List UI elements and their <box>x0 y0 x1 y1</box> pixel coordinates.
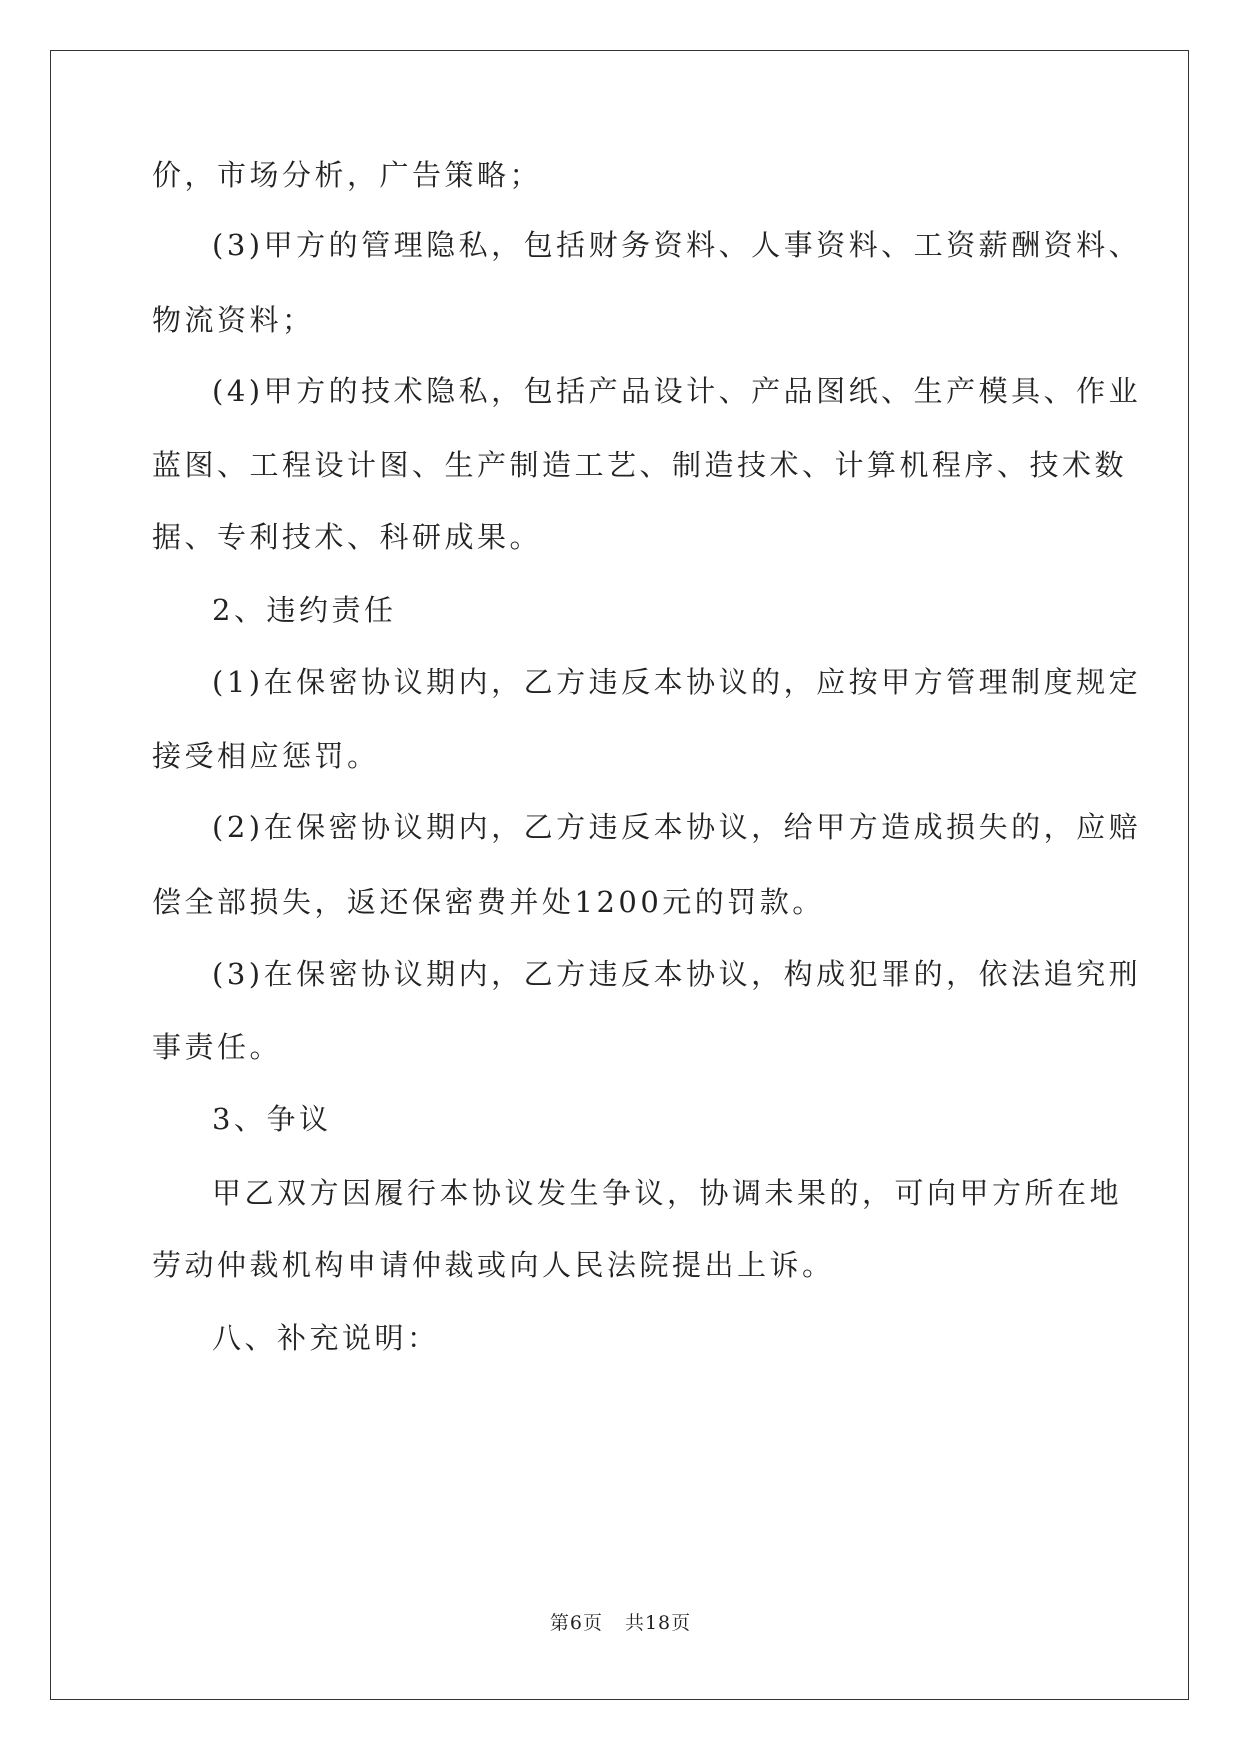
text-line: 偿全部损失，返还保密费并处1200元的罚款。 <box>152 885 825 919</box>
text-line: (1)在保密协议期内，乙方违反本协议的，应按甲方管理制度规定 <box>212 665 1142 699</box>
section-heading: 八、补充说明： <box>212 1321 440 1355</box>
text-line: 甲乙双方因履行本协议发生争议，协调未果的，可向甲方所在地 <box>212 1176 1123 1210</box>
text-line: (4)甲方的技术隐私，包括产品设计、产品图纸、生产模具、作业 <box>212 374 1142 408</box>
text-line: 接受相应惩罚。 <box>152 739 380 773</box>
page-footer <box>0 1608 1241 1635</box>
text-line: 价，市场分析，广告策略； <box>152 158 543 192</box>
text-line: 劳动仲裁机构申请仲裁或向人民法院提出上诉。 <box>152 1248 835 1282</box>
section-heading: 3、争议 <box>212 1102 332 1136</box>
text-line: 蓝图、工程设计图、生产制造工艺、制造技术、计算机程序、技术数 <box>152 448 1128 482</box>
text-line: (2)在保密协议期内，乙方违反本协议，给甲方造成损失的，应赔 <box>212 810 1142 844</box>
page-number-current: 第6页 <box>549 1612 603 1634</box>
section-heading: 2、违约责任 <box>212 593 397 627</box>
text-line: 据、专利技术、科研成果。 <box>152 520 543 554</box>
page-border <box>50 50 1189 1700</box>
text-line: 事责任。 <box>152 1030 283 1064</box>
text-line: (3)甲方的管理隐私，包括财务资料、人事资料、工资薪酬资料、 <box>212 228 1142 262</box>
text-line: 物流资料； <box>152 303 315 337</box>
page-number-total: 共18页 <box>624 1612 692 1634</box>
text-line: (3)在保密协议期内，乙方违反本协议，构成犯罪的，依法追究刑 <box>212 957 1142 991</box>
